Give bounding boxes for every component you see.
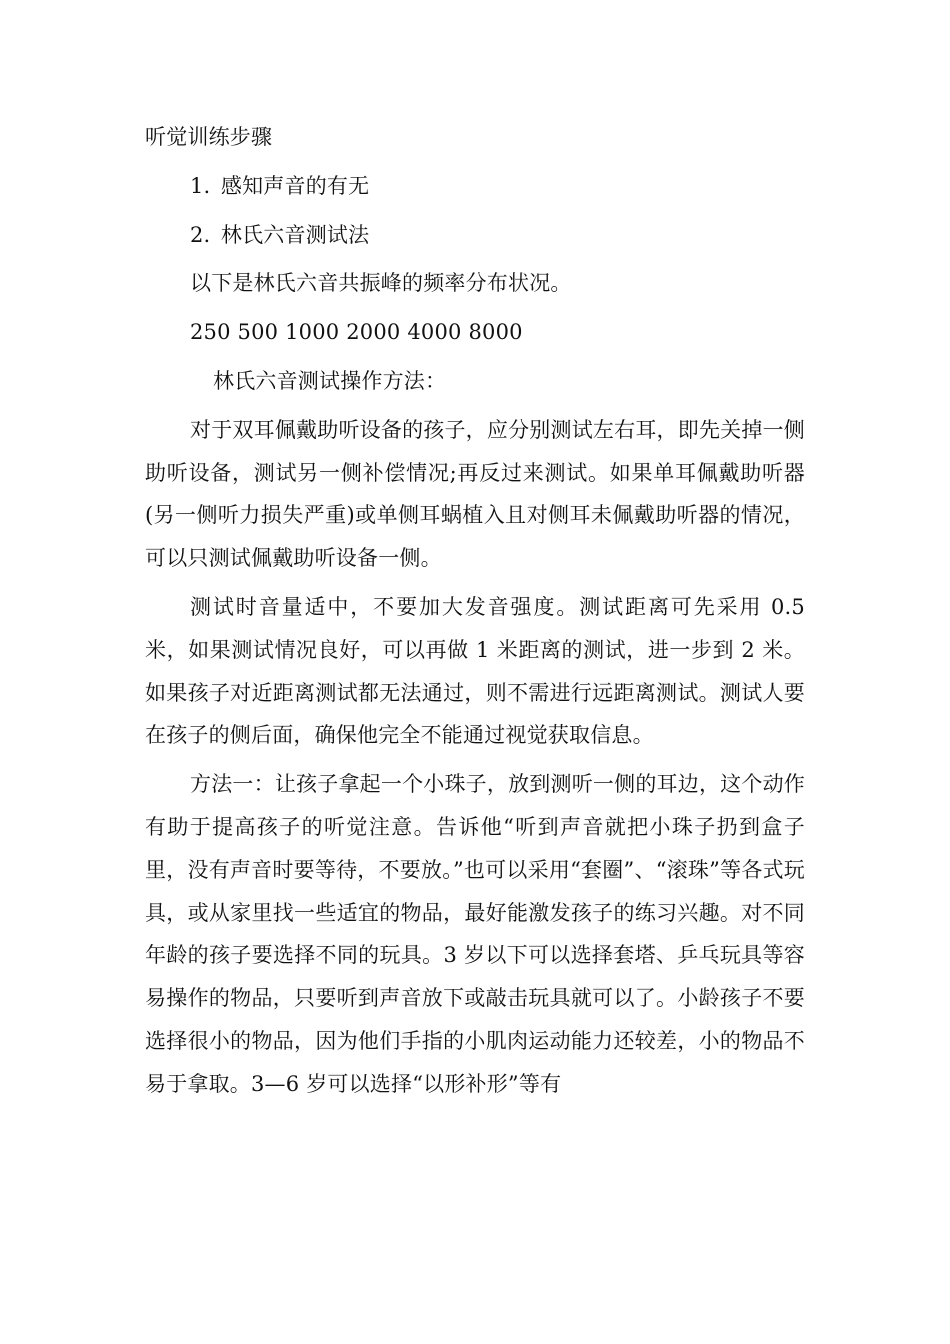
method-title: 林氏六音测试操作方法：	[213, 368, 447, 393]
section-heading: 听觉训练步骤	[145, 125, 273, 149]
document-body	[145, 116, 805, 1112]
step-item-2	[145, 214, 805, 257]
paragraph-1: 对于双耳佩戴助听设备的孩子，应分别测试左右耳，即先关掉一侧助听设备，测试另一侧补偿情况;再反过来测试。如果单耳佩戴助听器(另一侧听力损失严重)或单侧耳蜗植入且对侧耳未佩戴助听器的情况，可以只测试佩戴助听设备一侧。	[145, 417, 805, 571]
step-number: 2.	[190, 222, 211, 247]
step-item-1	[145, 165, 805, 208]
intro-text: 以下是林氏六音共振峰的频率分布状况。	[190, 271, 572, 296]
step-text: 林氏六音测试法	[220, 222, 370, 247]
paragraph-2: 测试时音量适中，不要加大发音强度。测试距离可先采用 0.5 米，如果测试情况良好，可以再做 1 米距离的测试，进一步到 2 米。如果孩子对近距离测试都无法通过，则不需进行远距离测试。测试人要在孩子的侧后面，确保他完全不能通过视觉获取信息。	[145, 594, 805, 748]
frequency-list: 250 500 1000 2000 4000 8000	[190, 320, 523, 345]
paragraph-3: 方法一：让孩子拿起一个小珠子，放到测听一侧的耳边，这个动作有助于提高孩子的听觉注意。告诉他“听到声音就把小珠子扔到盒子里，没有声音时要等待，不要放。”也可以采用“套圈”、“滚珠”等各式玩具，或从家里找一些适宜的物品，最好能激发孩子的练习兴趣。对不同年龄的孩子要选择不同的玩具。3 岁以下可以选择套塔、乒乓玩具等容易操作的物品，只要听到声音放下或敲击玩具就可以了。小龄孩子不要选择很小的物品，因为他们手指的小肌肉运动能力还较差，小的物品不易于拿取。3—6 岁可以选择“以形补形”等有	[145, 772, 805, 1096]
step-number: 1.	[190, 173, 211, 198]
step-text: 感知声音的有无	[220, 173, 370, 198]
